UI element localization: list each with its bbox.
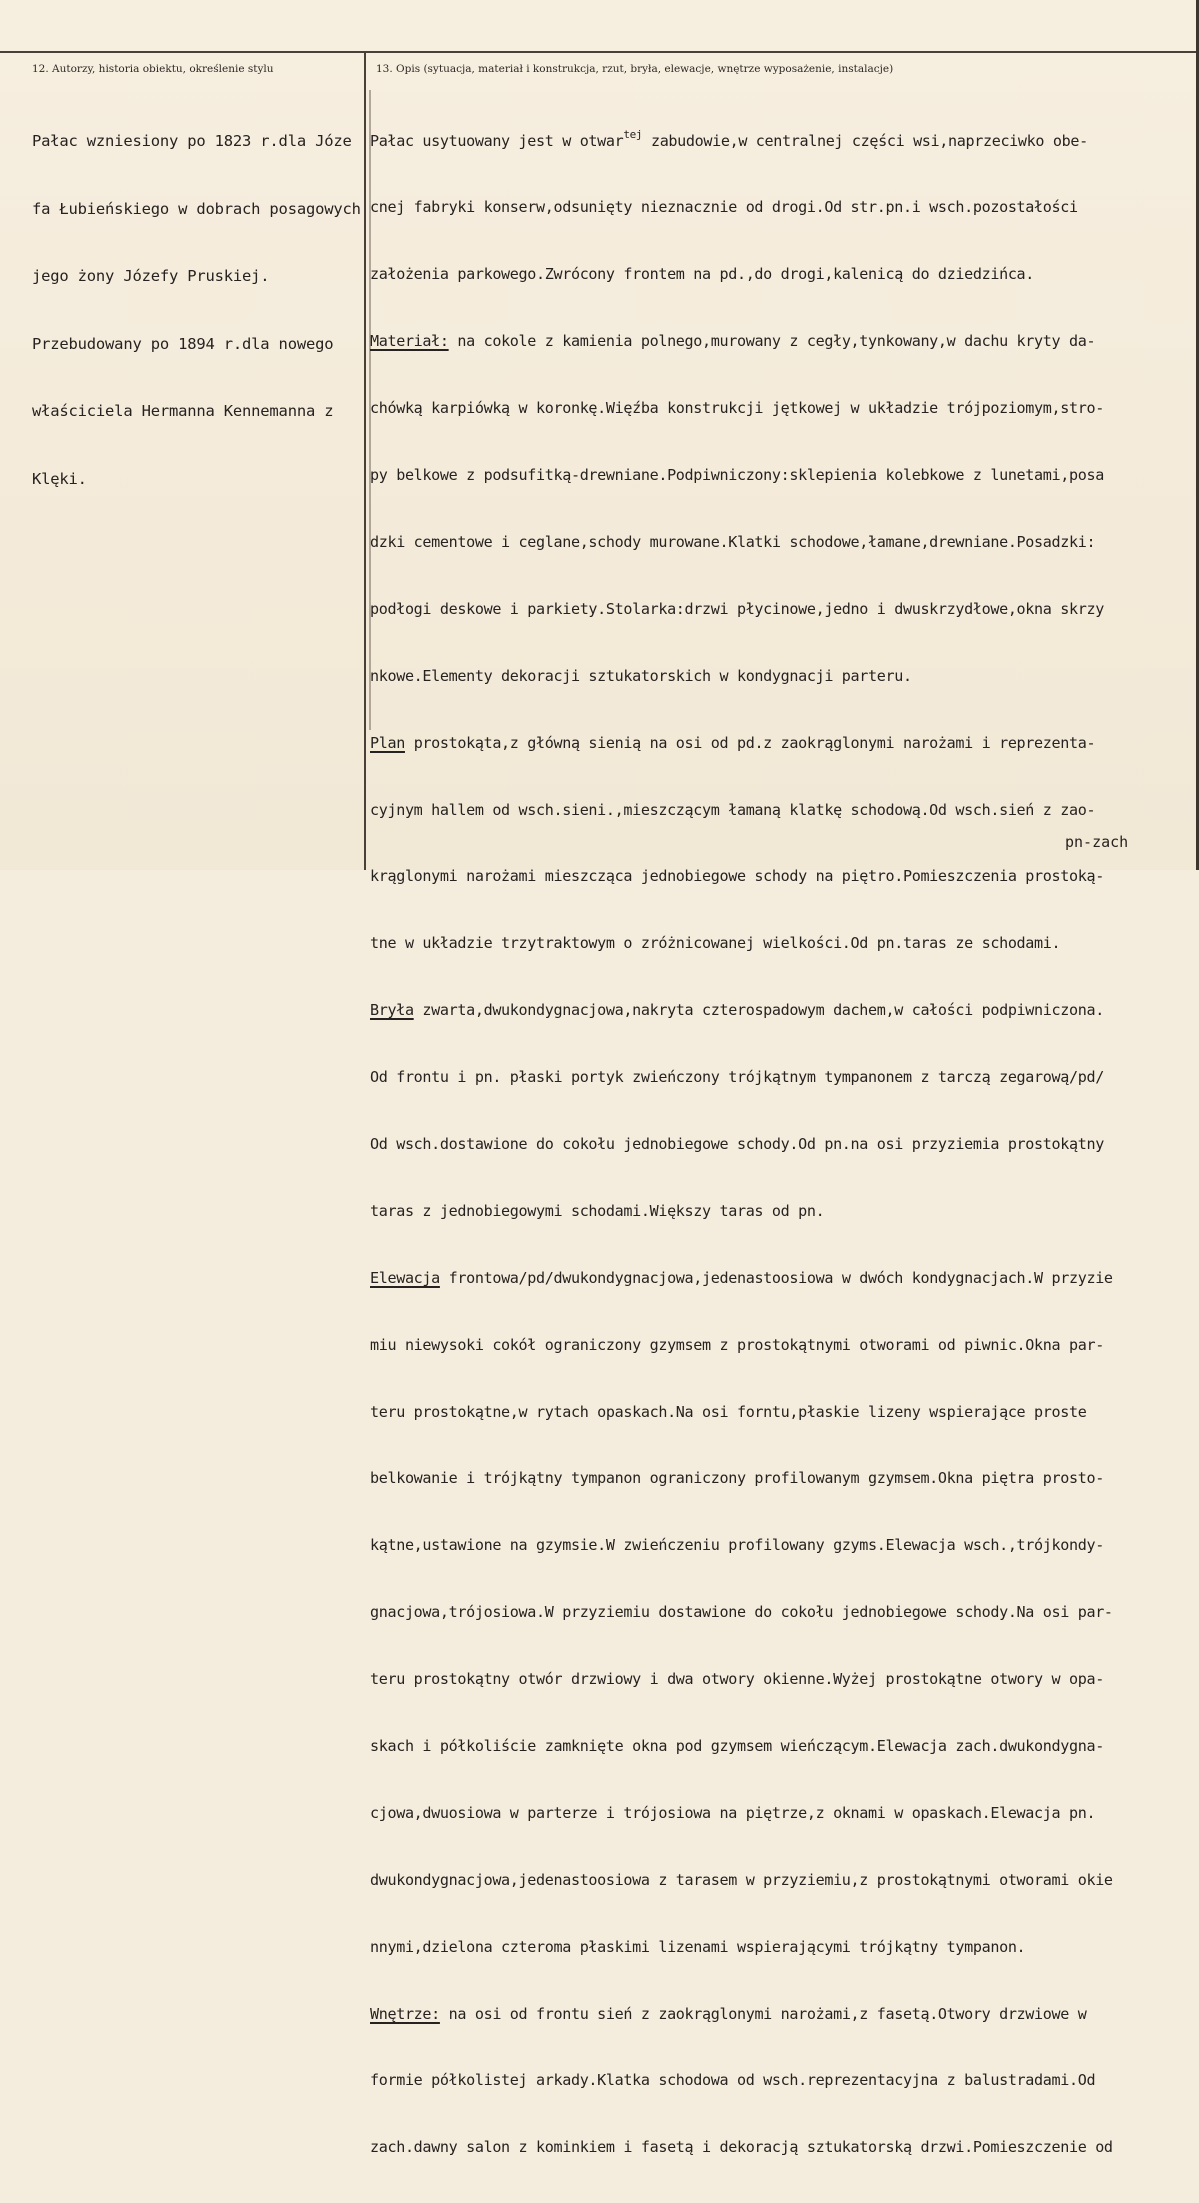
section-label-wnetrze: Wnętrze:: [370, 2004, 440, 2023]
right-line: cyjnym hallem od wsch.sieni.,mieszczącym łamaną klatkę schodową.Od wsch.sień z zao-: [370, 800, 1096, 819]
right-line: chówką karpiówką w koronkę.Więźba konstrukcji jętkowej w układzie trójpoziomym,stro-: [370, 399, 1104, 418]
right-line: [370, 1267, 1196, 1289]
left-line: Pałac wzniesiony po 1823 r.dla Józe: [32, 132, 352, 150]
section-label-plan: Plan: [370, 733, 405, 752]
right-line: teru prostokątne,w rytach opaskach.Na osi forntu,płaskie lizeny wspierające proste: [370, 1402, 1087, 1421]
right-line: kątne,ustawione na gzymsie.W zwieńczeniu profilowany gzyms.Elewacja wsch.,trójkondy-: [370, 1536, 1104, 1555]
top-rule: [0, 51, 1199, 53]
right-line: cnej fabryki konserw,odsunięty nieznacznie od drogi.Od str.pn.i wsch.pozostałości: [370, 198, 1078, 217]
text-run: zabudowie,w centralnej części wsi,naprzeciwko obe-: [642, 131, 1088, 150]
right-line: dwukondygnacjowa,jedenastoosiowa z tarasem w przyziemiu,z prostokątnymi otworami okie: [370, 1870, 1113, 1889]
right-line: teru prostokątny otwór drzwiowy i dwa otwory okienne.Wyżej prostokątne otwory w opa-: [370, 1670, 1104, 1689]
superscript: tej: [623, 127, 643, 141]
right-line: nnymi,dzielona czteroma płaskimi lizenami wspierającymi trójkątny tympanon.: [370, 1937, 1026, 1956]
left-line: Klęki.: [32, 469, 87, 488]
text-run: zwarta,dwukondygnacjowa,nakryta czterospadowym dachem,w całości podpiwniczona.: [413, 1001, 1104, 1020]
text-run: frontowa/pd/dwukondygnacjowa,jedenastoosiowa w dwóch kondygnacjach.W przyzie: [439, 1268, 1113, 1287]
text-run: prostokąta,z główną sienią na osi od pd.z zaokrąglonymi narożami i reprezenta-: [404, 733, 1096, 752]
section-label-material: Materiał:: [370, 332, 449, 351]
right-line: gnacjowa,trójosiowa.W przyziemiu dostawione do cokołu jednobiegowe schody.Na osi par-: [370, 1603, 1113, 1622]
right-line: [370, 330, 1196, 352]
left-line: właściciela Hermanna Kennemanna z: [32, 402, 334, 420]
right-line: [370, 732, 1196, 754]
right-line: Od wsch.dostawione do cokołu jednobiegowe schody.Od pn.na osi przyziemia prostokątny: [370, 1134, 1104, 1153]
text-run: na cokole z kamienia polnego,murowany z cegły,tynkowany,w dachu kryty da-: [448, 332, 1096, 351]
right-line: tne w układzie trzytraktowym o zróżnicowanej wielkości.Od pn.taras ze schodami.: [370, 934, 1061, 953]
section-label-elewacja: Elewacja: [370, 1268, 440, 1287]
left-line: jego żony Józefy Pruskiej.: [32, 267, 270, 285]
left-line: fa Łubieńskiego w dobrach posagowych: [32, 199, 361, 218]
right-line: skach i półkoliście zamknięte okna pod gzymsem wieńczącym.Elewacja zach.dwukondygna-: [370, 1736, 1104, 1755]
right-line: nkowe.Elementy dekoracji sztukatorskich w kondygnacji parteru.: [370, 666, 912, 685]
right-line: [370, 999, 1196, 1021]
text-run: Pałac usytuowany jest w otwar: [370, 131, 624, 150]
text-run: na osi od frontu sień z zaokrąglonymi narożami,z fasetą.Otwory drzwiowe w: [439, 2004, 1087, 2023]
right-line: [370, 2003, 1196, 2025]
heading-description: 13. Opis (sytuacja, materiał i konstrukcja, rzut, bryła, elewacje, wnętrze wyposażenie, instalacje): [376, 63, 894, 75]
continuation-note: pn-zach: [1065, 833, 1129, 851]
right-line: miu niewysoki cokół ograniczony gzymsem z prostokątnymi otworami od piwnic.Okna par-: [370, 1335, 1104, 1354]
right-line: belkowanie i trójkątny tympanon ograniczony profilowanym gzymsem.Okna piętra prosto-: [370, 1469, 1104, 1488]
right-line: py belkowe z podsufitką-drewniane.Podpiwniczony:sklepienia kolebkowe z lunetami,posa: [370, 466, 1104, 485]
left-line: Przebudowany po 1894 r.dla nowego: [32, 334, 334, 353]
right-line: cjowa,dwuosiowa w parterze i trójosiowa na piętrze,z oknami w opaskach.Elewacja pn.: [370, 1803, 1096, 1822]
right-line: podłogi deskowe i parkiety.Stolarka:drzwi płycinowe,jedno i dwuskrzydłowe,okna skrzy: [370, 599, 1104, 618]
right-line: [370, 127, 1196, 152]
section-label-bryla: Bryła: [370, 1001, 414, 1020]
right-line: dzki cementowe i ceglane,schody murowane.Klatki schodowe,łamane,drewniane.Posadzki:: [370, 532, 1096, 551]
right-column-text: [370, 85, 1196, 2203]
column-divider: [364, 52, 366, 870]
right-line: Od frontu i pn. płaski portyk zwieńczony trójkątnym tympanonem z tarczą zegarową/pd/: [370, 1068, 1104, 1087]
right-line: taras z jednobiegowymi schodami.Większy taras od pn.: [370, 1201, 825, 1220]
heading-authors-history: 12. Autorzy, historia obiektu, określenie stylu: [32, 63, 274, 75]
right-line: krąglonymi narożami mieszcząca jednobiegowe schody na piętro.Pomieszczenia prostoką-: [370, 867, 1104, 886]
right-line: formie półkolistej arkady.Klatka schodowa od wsch.reprezentacyjna z balustradami.Od: [370, 2071, 1096, 2090]
left-column-text: [32, 85, 362, 535]
right-line: założenia parkowego.Zwrócony frontem na pd.,do drogi,kalenicą do dziedzińca.: [370, 265, 1035, 284]
right-line: zach.dawny salon z kominkiem i fasetą i dekoracją sztukatorską drzwi.Pomieszczenie od: [370, 2138, 1113, 2157]
